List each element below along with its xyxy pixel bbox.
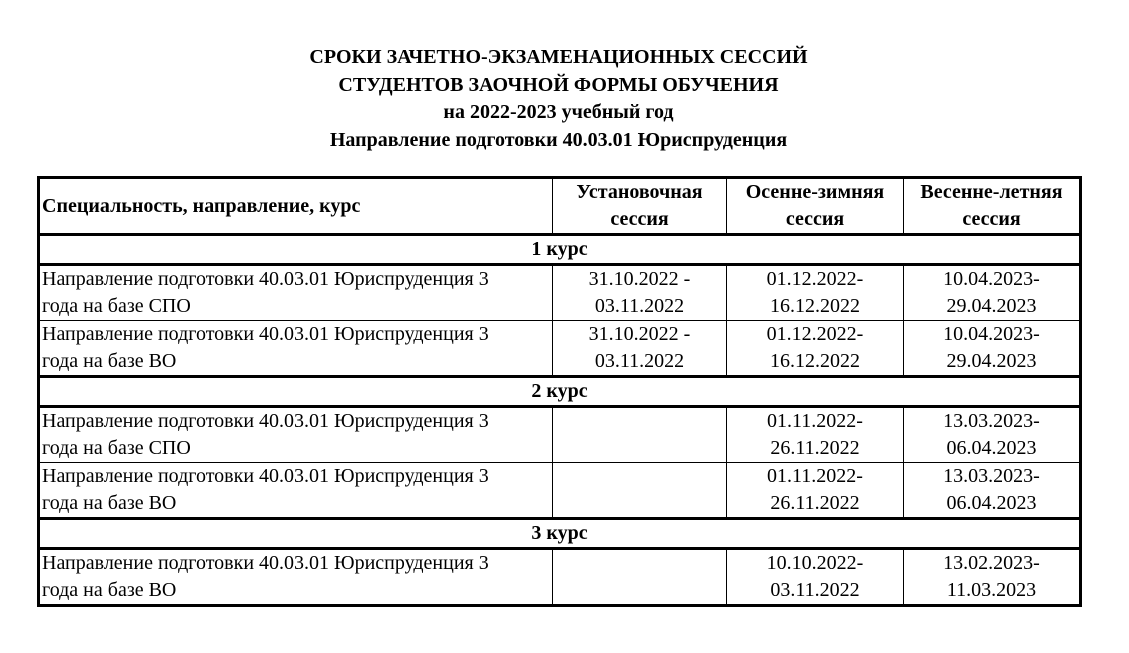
session-schedule-table <box>37 176 1082 607</box>
date-end: 26.11.2022 <box>770 437 860 459</box>
spring-session-cell <box>904 549 1081 606</box>
table-row <box>39 265 1081 321</box>
date-end: 29.04.2023 <box>946 295 1037 317</box>
table-row <box>39 321 1081 377</box>
header-installation-line-2: сессия <box>610 208 669 230</box>
course-label: 3 курс <box>39 519 1081 549</box>
specialty-line-2: года на базе СПО <box>42 295 191 317</box>
title-line-2: СТУДЕНТОВ ЗАОЧНОЙ ФОРМЫ ОБУЧЕНИЯ <box>338 73 779 96</box>
specialty-line-2: года на базе ВО <box>42 350 177 372</box>
autumn-session-cell <box>727 321 904 377</box>
autumn-session-cell <box>727 549 904 606</box>
autumn-session-cell <box>727 463 904 519</box>
header-spring-line-2: сессия <box>962 208 1021 230</box>
specialty-line-1: Направление подготовки 40.03.01 Юриспруденция 3 <box>42 465 489 487</box>
course-label: 2 курс <box>39 377 1081 407</box>
date-end: 16.12.2022 <box>770 295 860 317</box>
autumn-session-cell <box>727 265 904 321</box>
header-autumn-line-2: сессия <box>785 208 845 230</box>
specialty-cell <box>39 407 553 463</box>
specialty-cell <box>39 549 553 606</box>
specialty-line-2: года на базе ВО <box>42 579 177 601</box>
specialty-line-1: Направление подготовки 40.03.01 Юриспруденция 3 <box>42 323 489 345</box>
title-line-1: СРОКИ ЗАЧЕТНО-ЭКЗАМЕНАЦИОННЫХ СЕССИЙ <box>309 46 808 68</box>
date-start: 31.10.2022 - <box>588 323 691 345</box>
date-end: 03.11.2022 <box>594 295 685 317</box>
date-start: 13.02.2023- <box>943 552 1040 574</box>
date-start: 13.03.2023- <box>943 465 1040 487</box>
course-row-1 <box>39 235 1081 265</box>
specialty-line-1: Направление подготовки 40.03.01 Юриспруденция 3 <box>42 552 489 574</box>
specialty-line-1: Направление подготовки 40.03.01 Юриспруденция 3 <box>42 410 489 432</box>
date-end: 03.11.2022 <box>770 579 860 601</box>
table-header-row <box>39 178 1081 235</box>
date-end: 03.11.2022 <box>594 350 685 372</box>
date-start: 01.11.2022- <box>767 410 863 432</box>
header-autumn-line-1: Осенне-зимняя <box>745 181 885 203</box>
table-row <box>39 549 1081 606</box>
date-start: 31.10.2022 - <box>588 268 691 290</box>
specialty-line-1: Направление подготовки 40.03.01 Юриспруденция 3 <box>42 268 489 290</box>
date-start: 13.03.2023- <box>943 410 1040 432</box>
installation-session-cell <box>553 463 727 519</box>
date-end: 26.11.2022 <box>770 492 860 514</box>
date-end: 16.12.2022 <box>770 350 860 372</box>
course-label: 1 курс <box>39 235 1081 265</box>
course-row-3 <box>39 519 1081 549</box>
date-end: 29.04.2023 <box>946 350 1037 372</box>
header-autumn-winter-session <box>727 178 904 235</box>
date-start: 01.12.2022- <box>766 323 864 345</box>
specialty-cell <box>39 265 553 321</box>
title-line-4: Направление подготовки 40.03.01 Юриспруденция <box>329 128 788 151</box>
spring-session-cell <box>904 265 1081 321</box>
date-start: 01.11.2022- <box>767 465 863 487</box>
header-installation-line-1: Установочная <box>576 181 703 203</box>
specialty-line-2: года на базе ВО <box>42 492 177 514</box>
spring-session-cell <box>904 321 1081 377</box>
header-specialty-label: Специальность, направление, курс <box>42 194 361 217</box>
installation-session-cell <box>553 321 727 377</box>
title-line-3: на 2022-2023 учебный год <box>443 101 674 123</box>
date-end: 11.03.2023 <box>946 579 1037 601</box>
specialty-cell <box>39 463 553 519</box>
specialty-line-2: года на базе СПО <box>42 437 191 459</box>
installation-session-cell <box>553 549 727 606</box>
autumn-session-cell <box>727 407 904 463</box>
course-row-2 <box>39 377 1081 407</box>
header-spring-summer-session <box>904 178 1081 235</box>
date-start: 01.12.2022- <box>766 268 864 290</box>
document-title <box>0 44 1117 154</box>
table-row <box>39 463 1081 519</box>
header-spring-line-1: Весенне-летняя <box>920 181 1063 203</box>
table-row <box>39 407 1081 463</box>
header-installation-session <box>553 178 727 235</box>
date-start: 10.10.2022- <box>766 552 864 574</box>
header-specialty <box>39 178 553 235</box>
spring-session-cell <box>904 463 1081 519</box>
date-start: 10.04.2023- <box>943 323 1040 345</box>
specialty-cell <box>39 321 553 377</box>
date-start: 10.04.2023- <box>943 268 1040 290</box>
installation-session-cell <box>553 265 727 321</box>
installation-session-cell <box>553 407 727 463</box>
date-end: 06.04.2023 <box>946 437 1037 459</box>
date-end: 06.04.2023 <box>946 492 1037 514</box>
spring-session-cell <box>904 407 1081 463</box>
